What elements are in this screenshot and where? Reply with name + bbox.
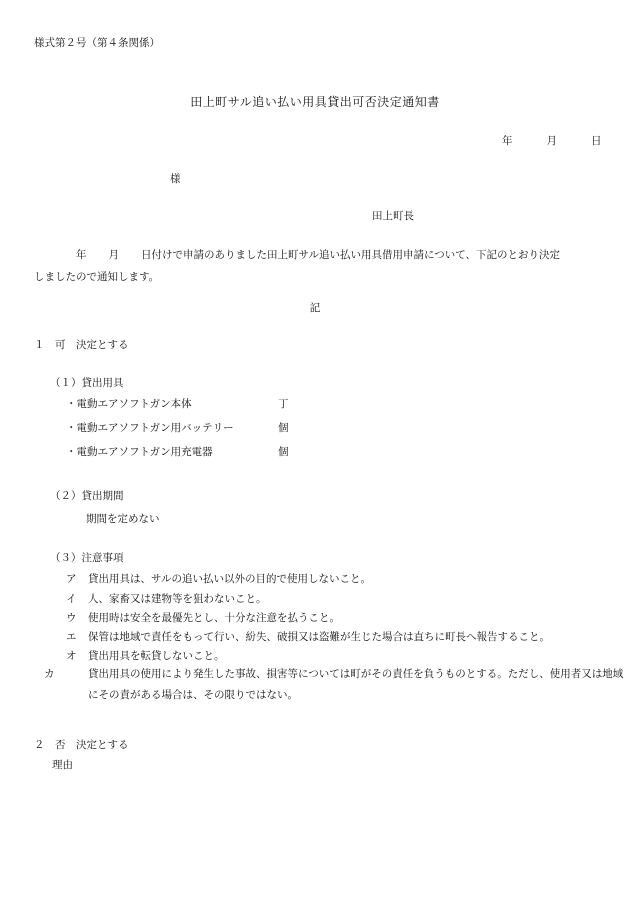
date-month-label: 月	[546, 135, 557, 147]
note-item	[66, 608, 606, 629]
record-mark: 記	[309, 302, 321, 314]
loan-item-unit: 個	[278, 446, 289, 458]
loan-item	[66, 445, 289, 459]
note-key: イ	[66, 593, 77, 605]
loan-item-name: ・電動エアソフトガン用充電器	[66, 446, 213, 458]
note-text: 貸出用具は、サルの追い払い以外の目的で使用しないこと。	[88, 573, 371, 585]
note-item	[44, 664, 624, 706]
note-item	[66, 569, 606, 590]
section-approve-heading: １ 可 決定とする	[34, 339, 129, 351]
reason-label: 理由	[52, 759, 73, 771]
notes-heading: （３）注意事項	[50, 552, 124, 564]
note-text: 人、家畜又は建物等を狙わないこと。	[88, 593, 267, 605]
loan-item-name: ・電動エアソフトガン用バッテリー	[66, 422, 234, 434]
note-key: カ	[44, 668, 55, 680]
issuer-name: 田上町長	[372, 210, 414, 222]
notice-body	[34, 244, 602, 288]
note-text: 使用時は安全を最優先とし、十分な注意を払うこと。	[88, 612, 340, 624]
loan-item-unit: 個	[278, 422, 289, 434]
note-item	[66, 627, 606, 648]
note-item	[66, 589, 606, 610]
note-key: エ	[66, 631, 77, 643]
note-text: 貸出用具の使用により発生した事故、損害等については町がその責任を負うものとする。ただし、使用者又は地域にその責がある場合は、その限りではない。	[88, 668, 624, 701]
loan-item	[66, 421, 289, 435]
body-year-label: 年	[76, 249, 87, 261]
note-key: ア	[66, 573, 77, 585]
section-reject-heading: ２ 否 決定とする	[34, 739, 129, 751]
loan-item	[66, 397, 289, 411]
addressee-suffix: 様	[170, 173, 181, 185]
date-year-label: 年	[502, 135, 513, 147]
note-key: オ	[66, 650, 77, 662]
loan-item-name: ・電動エアソフトガン本体	[66, 398, 192, 410]
body-text-line2: しましたので通知します。	[34, 271, 160, 283]
body-text-line1: 日付けで申請のありました田上町サル追い払い用具借用申請について、下記のとおり決定	[141, 249, 561, 261]
date-line	[502, 134, 602, 148]
note-text: 保管は地域で責任をもって行い、紛失、破損又は盗難が生じた場合は直ちに町長へ報告すること。	[88, 631, 550, 643]
loan-item-unit: 丁	[278, 398, 289, 410]
note-text: 貸出用具を転貸しないこと。	[88, 650, 225, 662]
notice-body-line1	[34, 244, 602, 266]
note-key: ウ	[66, 612, 77, 624]
loan-period-heading: （２）貸出期間	[50, 490, 124, 502]
body-month-label: 月	[108, 249, 119, 261]
loan-period-text: 期間を定めない	[86, 513, 160, 525]
loan-items-heading: （１）貸出用具	[50, 377, 124, 389]
form-number: 様式第２号（第４条関係）	[34, 37, 160, 49]
date-day-label: 日	[591, 135, 602, 147]
document-title: 田上町サル追い払い用具貸出可否決定通知書	[190, 95, 440, 109]
